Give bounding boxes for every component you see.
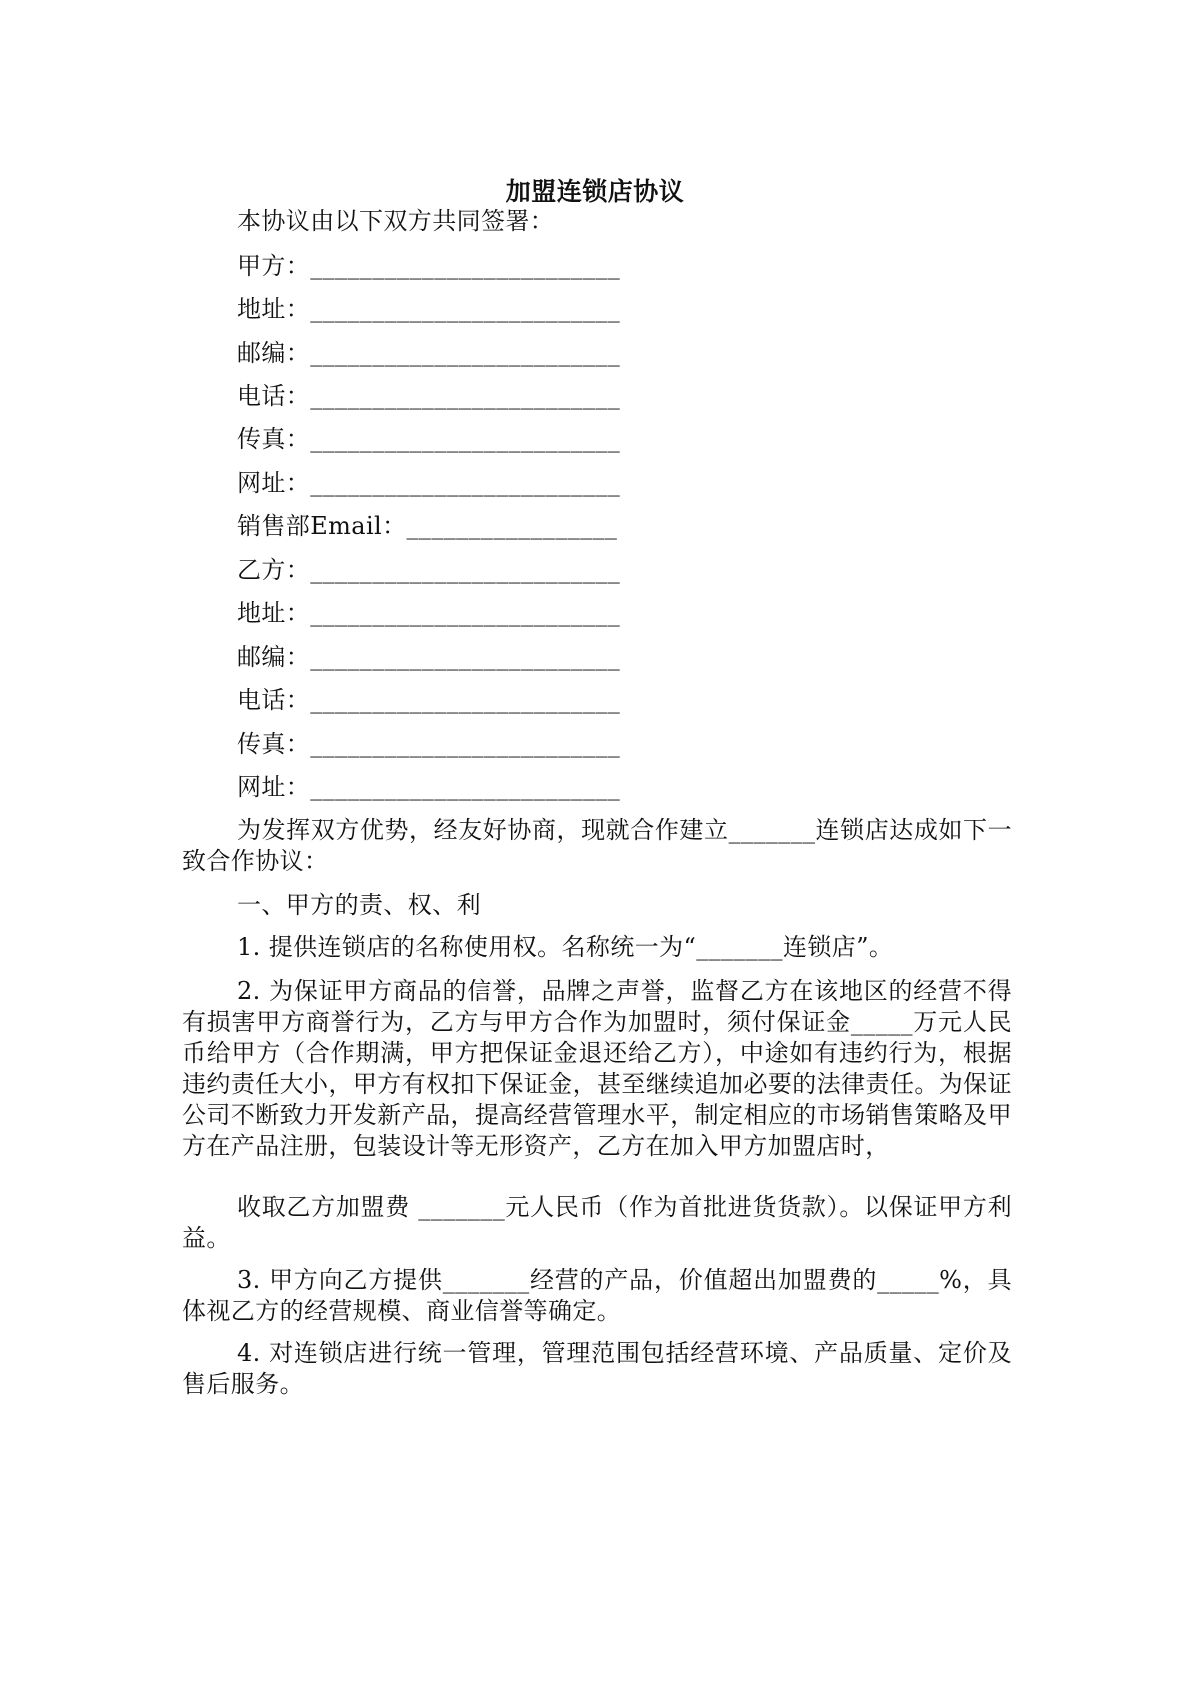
party-a-website-field: 网址：_________________________ (237, 469, 621, 497)
document-title: 加盟连锁店协议 (505, 177, 685, 206)
franchise-fee-paragraph: 收取乙方加盟费 _______元人民币（作为首批进货货款）。以保证甲方利益。 (182, 1193, 1012, 1252)
party-b-fax-field: 传真：_________________________ (237, 730, 621, 758)
clause-4-paragraph: 4. 对连锁店进行统一管理，管理范围包括经营环境、产品质量、定价及售后服务。 (182, 1339, 1012, 1398)
intro-line: 本协议由以下双方共同签署： (237, 207, 555, 235)
preamble-paragraph: 为发挥双方优势，经友好协商，现就合作建立_______连锁店达成如下一致合作协议： (182, 816, 1012, 875)
party-a-sales-email-field: 销售部Email：_________________ (237, 512, 618, 540)
party-b-name-field: 乙方：_________________________ (237, 556, 621, 584)
section-1-heading: 一、甲方的责、权、利 (237, 891, 481, 919)
party-a-fax-field: 传真：_________________________ (237, 425, 621, 453)
party-a-name-field: 甲方：_________________________ (237, 252, 621, 280)
party-b-address-field: 地址：_________________________ (237, 599, 621, 627)
clause-3-paragraph: 3. 甲方向乙方提供_______经营的产品，价值超出加盟费的_____%，具体视乙方的经营规模、商业信誉等确定。 (182, 1266, 1012, 1325)
party-b-website-field: 网址：_________________________ (237, 773, 621, 801)
party-a-postcode-field: 邮编：_________________________ (237, 339, 621, 367)
party-b-phone-field: 电话：_________________________ (237, 686, 621, 714)
party-a-phone-field: 电话：_________________________ (237, 382, 621, 410)
party-b-postcode-field: 邮编：_________________________ (237, 643, 621, 671)
party-a-address-field: 地址：_________________________ (237, 295, 621, 323)
clause-2-paragraph: 2. 为保证甲方商品的信誉，品牌之声誉，监督乙方在该地区的经营不得有损害甲方商誉行为，乙方与甲方合作为加盟时，须付保证金_____万元人民币给甲方（合作期满，甲方把保证金退还给乙方），中途如有违约行为，根据违约责任大小，甲方有权扣下保证金，甚至继续追加必要的法律责任。为保证公司不断致力开发新产品，提高经营管理水平，制定相应的市场销售策略及甲方在产品注册，包装设计等无形资产，乙方在加入甲方加盟店时， (182, 977, 1012, 1160)
clause-1-paragraph: 1. 提供连锁店的名称使用权。名称统一为“_______连锁店”。 (237, 933, 894, 961)
